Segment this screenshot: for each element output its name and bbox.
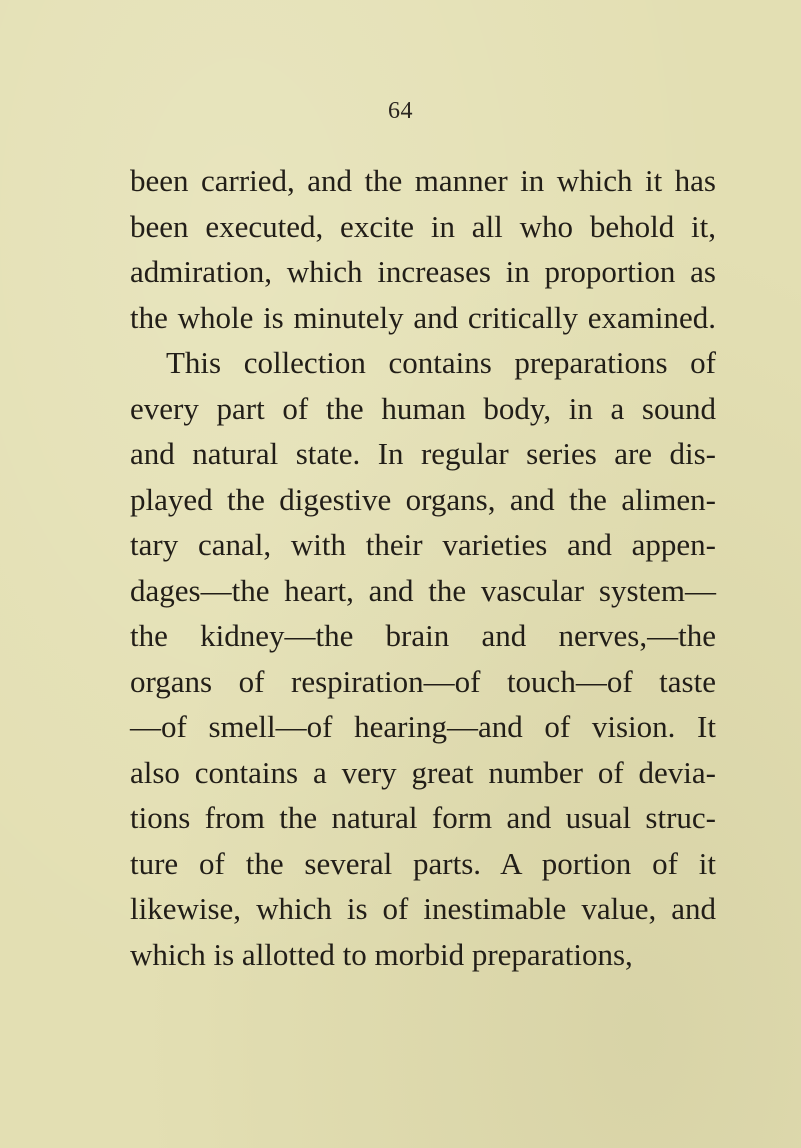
text-line: every part of the human body, in a sound [130, 390, 716, 426]
text-line: tary canal, with their varieties and appen- [130, 527, 716, 562]
text-line: tions from the natural form and usual struc- [130, 800, 716, 835]
paragraph-start-line: This collection contains preparations of [166, 345, 716, 380]
text-line: admiration, which increases in proportion as [130, 254, 716, 289]
text-line: the kidney—the brain and nerves,—the [130, 618, 716, 653]
text-line: played the digestive organs, and the alimen- [130, 481, 716, 517]
text-line: —of smell—of hearing—and of vision. It [130, 709, 716, 744]
text-line: likewise, which is of inestimable value, and [130, 891, 716, 926]
text-line: organs of respiration—of touch—of taste [130, 663, 716, 699]
text-line: which is allotted to morbid preparations, [130, 936, 633, 972]
text-line: ture of the several parts. A portion of it [130, 845, 716, 881]
text-line: and natural state. In regular series are dis- [130, 436, 716, 471]
text-line: also contains a very great number of devia- [130, 754, 716, 790]
page-number: 64 [388, 98, 413, 124]
text-line: been executed, excite in all who behold it, [130, 208, 716, 244]
text-line: been carried, and the manner in which it has [130, 163, 716, 198]
text-line: dages—the heart, and the vascular system— [130, 572, 716, 608]
text-line: the whole is minutely and critically examined. [130, 299, 716, 335]
body-text [130, 158, 716, 977]
